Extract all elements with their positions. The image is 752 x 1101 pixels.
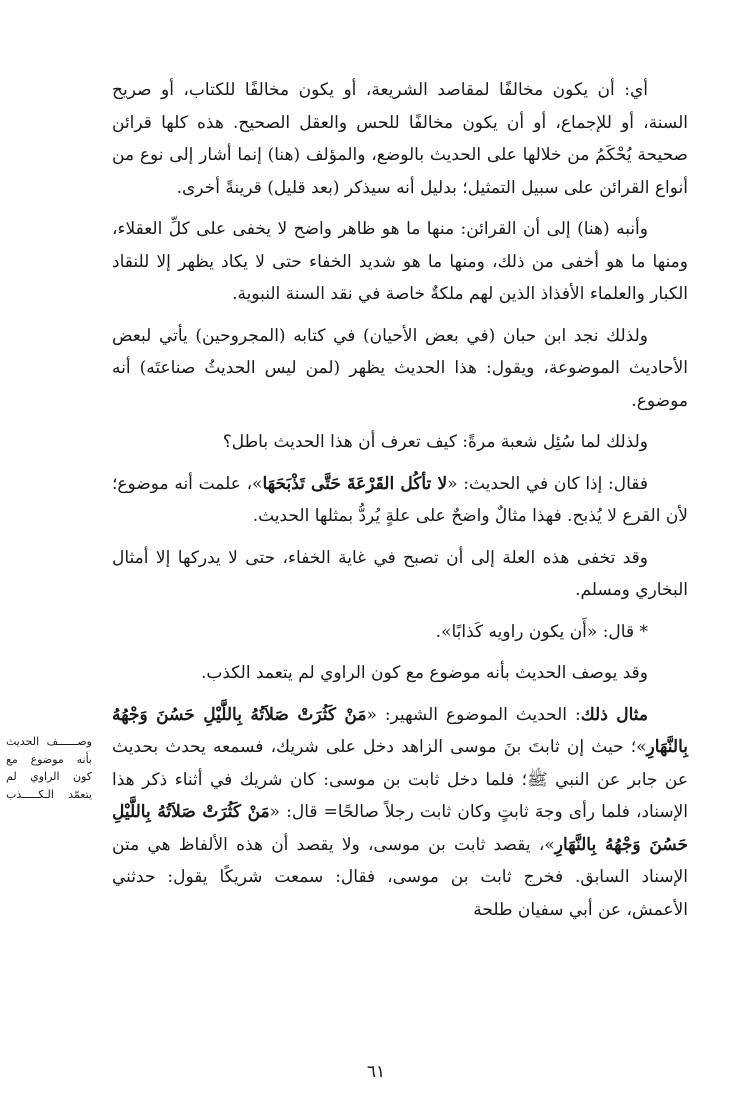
- paragraph-3: ولذلك نجد ابن حبان (في بعض الأحيان) في كتابه (المجروحين) يأتي لبعض الأحاديث الموضوعة، ويقول: هذا الحديث يظهر (لمن ليس الحديثُ صناعتَه) أنه موضوع.: [112, 325, 688, 411]
- paragraph-8: وقد يوصف الحديث بأنه موضوع مع كون الراوي لم يتعمد الكذب.: [200, 663, 648, 683]
- text-span: فقال: إذا كان في الحديث: «: [447, 473, 648, 494]
- paragraph-9: [112, 699, 688, 927]
- paragraph-7: * قال: «أَن يكون راويه كَذابًا».: [435, 621, 648, 642]
- paragraph-4: ولذلك لما سُئِل شعبة مرةً: كيف تعرف أن هذا الحديث باطل؟: [222, 432, 648, 452]
- paragraph-6: وقد تخفى هذه العلة إلى أن تصبح في غاية الخفاء، حتى لا يدركها إلا أمثال البخاري ومسلم.: [112, 547, 688, 600]
- page-number: ٦١: [366, 1062, 386, 1082]
- hadith-quote: مَنْ كَثُرَتْ صَلاَتُهُ بِاللَّيْلِ حَسُنَ وَجْهُهُ بِالنَّهَارِ: [112, 802, 688, 855]
- example-label: مثال ذلك: [580, 704, 649, 725]
- text-span: : الحديث الموضوع الشهير: «: [366, 704, 581, 725]
- margin-note: وصــــــف الحديث بأنه موضوع مع كون الراوي لم يتعمّد الـكـــــذب: [6, 735, 92, 801]
- text-span: »؛ حيث إن ثابتَ بنَ موسى الزاهد دخل على شريك، فسمعه يحدث بحديث عن جابر عن النبي ﷺ؛ فلما دخل ثابت بن موسى: كان شريك في أثناء ذكر هذا الإسناد، فلما رأى وجهَ ثابتٍ وكان ثابت رجلاً صالحًا= قال: «: [112, 737, 688, 822]
- hadith-quote: لا تأكُل القَرْعَةَ حَتَّى تَذْبَحَهَا: [262, 473, 448, 494]
- text-span: »، علمت أنه موضوع؛ لأن القرع لا يُذبح. فهذا مثالٌ واضحٌ على علةٍ يُردُّ بمثلها الحديث.: [112, 473, 688, 526]
- hadith-quote: مَنْ كَثُرَتْ صَلاَتُهُ بِاللَّيْلِ حَسُنَ وَجْهُهُ بِالنَّهَارِ: [112, 704, 688, 757]
- paragraph-5: [112, 468, 688, 533]
- main-text: [112, 74, 688, 935]
- paragraph-2: وأنبه (هنا) إلى أن القرائن: منها ما هو ظاهر واضح لا يخفى على كلِّ العقلاء، ومنها ما هو أخفى من ذلك، ومنها ما هو شديد الخفاء حتى لا يكاد يظهر إلا للنقاد الكبار والعلماء الأفذاذ الذين لهم ملكةٌ خاصة في نقد السنة النبوية.: [112, 219, 688, 304]
- paragraph-1: أي: أن يكون مخالفًا لمقاصد الشريعة، أو يكون مخالفًا للكتاب، أو صريح السنة، أو للإجماع، أو أن يكون مخالفًا للحس والعقل الصحيح. هذه كلها قرائن صحيحة يُحْكَمُ من خلالها على الحديث بالوضع، والمؤلف (هنا) إنما أشار إلى نوع من أنواع القرائن على سبيل التمثيل؛ بدليل أنه سيذكر (بعد قليل) قرينةً أخرى.: [112, 80, 688, 198]
- text-span: »، يقصد ثابت بن موسى، ولا يقصد أن هذه الألفاظ هي متن الإسناد السابق. فخرج ثابت بن موسى، فقال: سمعت شريكًا يقول: حدثني الأعمش، عن أبي سفيان طلحة: [112, 834, 688, 920]
